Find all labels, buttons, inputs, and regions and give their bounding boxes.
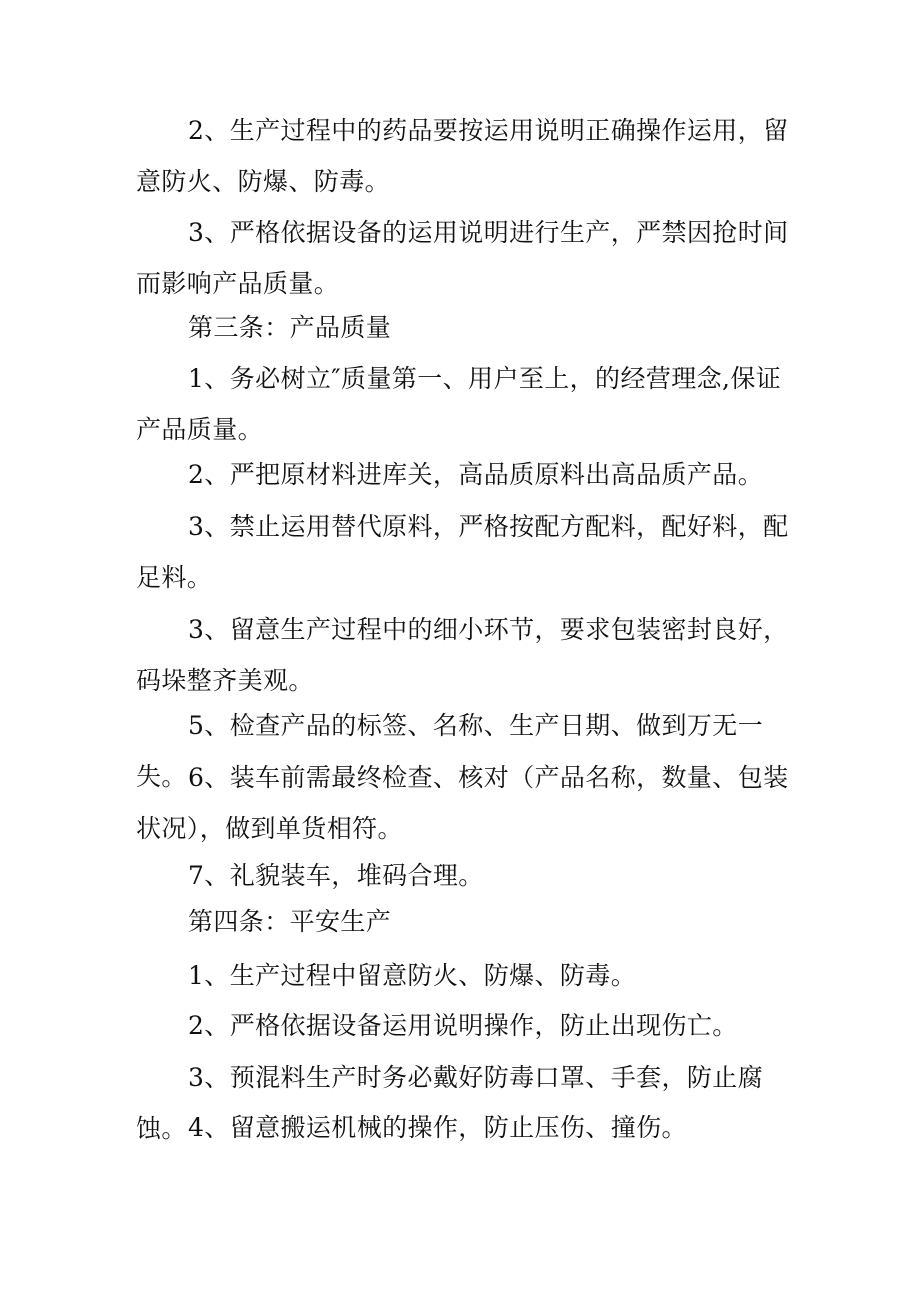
paragraph-safety-4: 4、留意搬运机械的操作，防止压伤、撞伤。: [188, 1113, 687, 1142]
paragraph-quality-3: 3、禁止运用替代原料，严格按配方配料，配好料，配足料。: [136, 512, 789, 592]
paragraph-safety-3: 3、预混料生产时务必戴好防毒口罩、手套，防止腐蚀。: [136, 1063, 764, 1143]
paragraph-quality-1: 1、务必树立″质量第一、用户至上，的经营理念,保证产品质量。: [136, 364, 782, 444]
paragraph-quality-7: 7、礼貌装车，堆码合理。: [188, 861, 484, 890]
paragraph-production-3: 3、严格依据设备的运用说明进行生产，严禁因抢时间而影响产品质量。: [136, 218, 789, 298]
paragraph-safety-1: 1、生产过程中留意防火、防爆、防毒。: [188, 961, 637, 990]
section-heading-safe-production: 第四条：平安生产: [188, 907, 392, 936]
paragraph-production-2: 2、生产过程中的药品要按运用说明正确操作运用，留意防火、防爆、防毒。: [136, 116, 789, 196]
paragraph-quality-2: 2、严把原材料进库关，高品质原料出高品质产品。: [188, 460, 764, 489]
paragraph-quality-3b: 3、留意生产过程中的细小环节，要求包装密封良好，码垛整齐美观。: [136, 615, 789, 695]
paragraph-quality-6: 6、装车前需最终检查、核对（产品名称，数量、包装状况），做到单货相符。: [136, 763, 789, 843]
paragraph-quality-5: 5、检查产品的标签、名称、生产日期、做到万无一失。: [136, 711, 764, 791]
paragraph-safety-2: 2、严格依据设备运用说明操作，防止出现伤亡。: [188, 1011, 738, 1040]
section-heading-product-quality: 第三条：产品质量: [188, 313, 392, 342]
